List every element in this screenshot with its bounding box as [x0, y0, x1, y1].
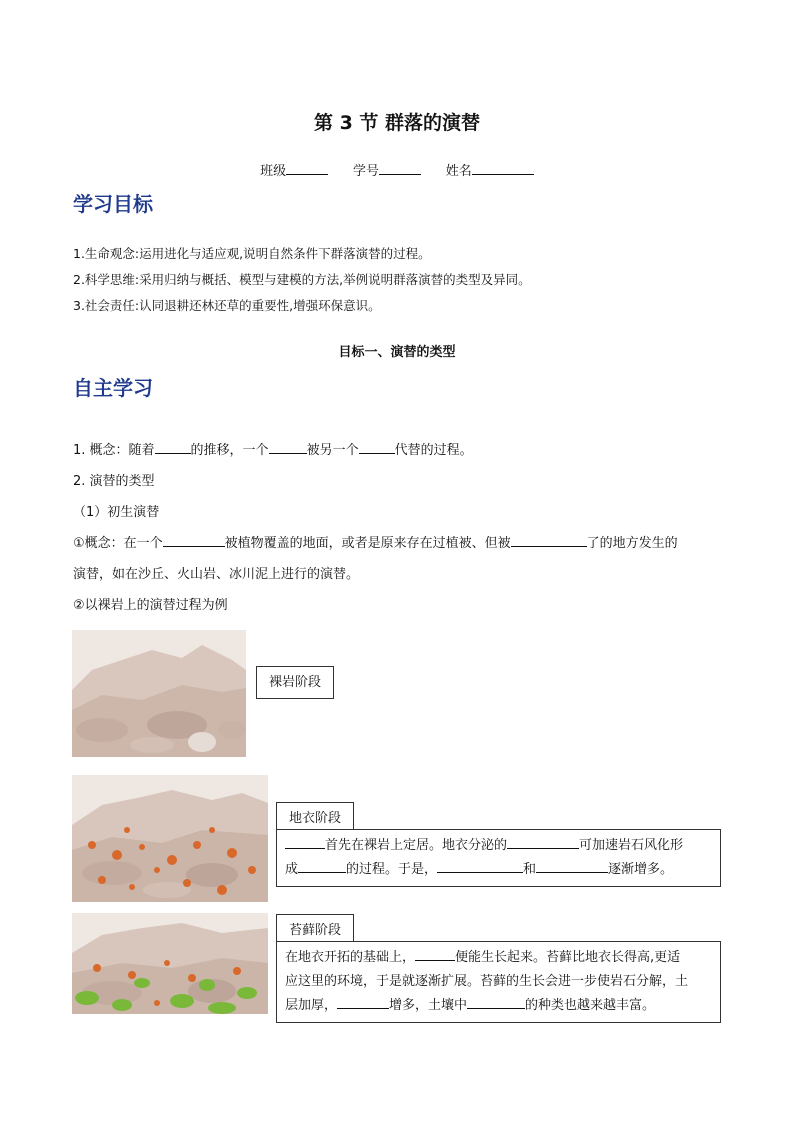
objectives-heading: 学习目标	[73, 192, 153, 216]
question-2: 2. 演替的类型	[73, 474, 155, 489]
blank-field[interactable]	[511, 533, 587, 547]
objective-item: 2.科学思维:采用归纳与概括、模型与建模的方法,举例说明群落演替的类型及异同。	[73, 272, 531, 287]
blank-field[interactable]	[298, 859, 346, 873]
class-field[interactable]	[286, 162, 328, 175]
blank-field[interactable]	[415, 947, 455, 961]
question-1: 1. 概念：随着 的推移，一个 被另一个 代替的过程。	[73, 435, 733, 466]
blank-field[interactable]	[437, 859, 523, 873]
moss-illustration	[72, 913, 268, 1014]
blank-field[interactable]	[269, 440, 307, 454]
lichen-illustration	[72, 775, 268, 902]
blank-field[interactable]	[359, 440, 395, 454]
objective-item: 3.社会责任:认同退耕还林还草的重要性,增强环保意识。	[73, 298, 381, 313]
blank-field[interactable]	[163, 533, 225, 547]
example-heading: ②以裸岩上的演替过程为例	[73, 598, 228, 613]
number-field[interactable]	[379, 162, 421, 175]
class-label: 班级	[260, 164, 287, 179]
concept-paragraph: ①概念：在一个 被植物覆盖的地面，或者是原来存在过植被、但被 了的地方发生的 演替，如在沙丘、火山岩、冰川泥上进行的演替。	[73, 528, 733, 590]
page-title: 第 3 节 群落的演替	[313, 112, 481, 134]
name-field[interactable]	[472, 162, 534, 175]
lichen-stage-text: 首先在裸岩上定居。地衣分泌的 可加速岩石风化形 成 的过程。于是， 和 逐渐增多。	[276, 829, 721, 887]
blank-field[interactable]	[155, 440, 191, 454]
self-study-heading: 自主学习	[73, 376, 153, 400]
bare-rock-illustration	[72, 630, 246, 757]
number-label: 学号	[352, 164, 379, 179]
blank-field[interactable]	[337, 995, 389, 1009]
lichen-stage-label: 地衣阶段	[276, 802, 354, 835]
moss-stage-text: 在地衣开拓的基础上， 便能生长起来。苔藓比地衣长得高,更适 应这里的环境，于是就逐渐扩展。苔藓的生长会进一步使岩石分解，土 层加厚， 增多，土壤中 的种类也越来越丰富。	[276, 941, 721, 1023]
student-info-line	[0, 160, 794, 179]
goal-heading: 目标一、演替的类型	[338, 345, 456, 360]
objective-item: 1.生命观念:运用进化与适应观,说明自然条件下群落演替的过程。	[73, 246, 431, 261]
blank-field[interactable]	[285, 835, 325, 849]
bare-rock-stage-label: 裸岩阶段	[256, 666, 334, 699]
moss-stage-label: 苔藓阶段	[276, 914, 354, 947]
subsection-primary: （1）初生演替	[73, 505, 160, 520]
blank-field[interactable]	[536, 859, 608, 873]
objectives-list	[73, 241, 531, 319]
name-label: 姓名	[445, 164, 472, 179]
blank-field[interactable]	[507, 835, 579, 849]
blank-field[interactable]	[467, 995, 525, 1009]
